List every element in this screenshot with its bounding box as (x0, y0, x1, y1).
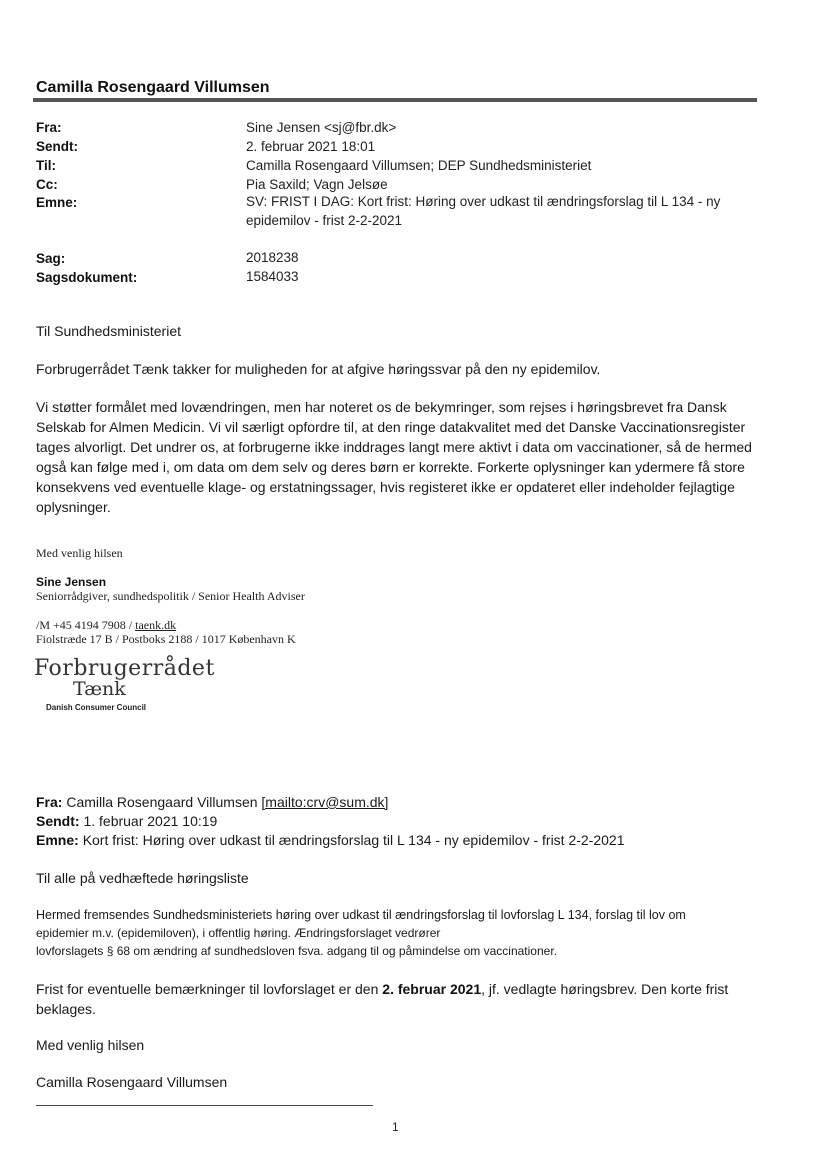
body-greeting: Til Sundhedsministeriet (36, 323, 181, 339)
forwarded-from (36, 794, 388, 810)
signature-phone: /M +45 4194 7908 / (36, 618, 136, 632)
forwarded-p2-text: Frist for eventuelle bemærkninger til lovforslaget er den (36, 981, 383, 997)
forwarded-subject (36, 832, 625, 848)
forwarded-subject-value: Kort frist: Høring over udkast til ændringsforslag til L 134 - ny epidemilov - frist 2-2-2021 (82, 832, 625, 848)
to-label: Til: (36, 158, 56, 173)
subject-label: Emne: (36, 195, 78, 210)
forwarded-closing: Med venlig hilsen (36, 1037, 145, 1053)
forwarded-paragraph-1 (36, 906, 776, 960)
sent-label: Sendt: (36, 139, 78, 154)
body-paragraph-1: Forbrugerrådet Tænk takker for muligheden for at afgive høringssvar på den ny epidemilov. (36, 361, 601, 377)
logo-text-forbrugerraadet: Forbrugerrådet (34, 656, 215, 681)
forwarded-p1-line3: lovforslagets § 68 om ændring af sundhedsloven fsva. adgang til og påmindelse om vaccinationer. (36, 944, 557, 958)
from-label: Fra: (36, 120, 62, 135)
forwarded-subject-label: Emne: (36, 832, 79, 848)
forwarded-sent (36, 813, 217, 829)
sent-value: 2. februar 2021 18:01 (246, 139, 376, 154)
forwarded-paragraph-2 (36, 979, 746, 1019)
logo-text-taenk: Tænk (73, 678, 126, 700)
forwarded-from-value: Camilla Rosengaard Villumsen (66, 794, 262, 810)
signature-website-link[interactable]: taenk.dk (135, 618, 177, 632)
to-value: Camilla Rosengaard Villumsen; DEP Sundhedsministeriet (246, 158, 592, 173)
footer-divider (36, 1105, 373, 1106)
case-document-value: 1584033 (246, 269, 299, 284)
case-label: Sag: (36, 251, 66, 266)
signature-closing: Med venlig hilsen (36, 546, 123, 560)
forwarded-sent-label: Sendt: (36, 813, 80, 829)
cc-value: Pia Saxild; Vagn Jelsøe (246, 177, 388, 192)
signature-role: Seniorrådgiver, sundhedspolitik / Senior Health Adviser (36, 589, 305, 603)
from-value: Sine Jensen <sj@fbr.dk> (246, 120, 397, 135)
signature-address: Fiolstræde 17 B / Postboks 2188 / 1017 København K (36, 632, 296, 646)
cc-label: Cc: (36, 177, 58, 192)
case-document-label: Sagsdokument: (36, 270, 138, 285)
forwarded-greeting: Til alle på vedhæftede høringsliste (36, 870, 249, 886)
body-paragraph-2: Vi støtter formålet med lovændringen, men har noteret os de bekymringer, som rejses i høringsbrevet fra Dansk Selskab for Almen Medicin. Vi vil særligt opfordre til, at den ringe datakvalitet med det Danske Vaccinationsregister tages alvorligt. Det undrer os, at forbrugerne ikke inddrages langt mere aktivt i data om vaccinationer, så de hermed også kan følge med i, om data om dem selv og deres børn er korrekte. Forkerte oplysninger kan ydermere få store konsekvens ved eventuelle klage- og erstatningssager, hvis registeret ikke er opdateret eller indeholder fejlagtige oplysninger. (36, 399, 752, 515)
document-title: Camilla Rosengaard Villumsen (36, 79, 270, 96)
title-divider (33, 98, 757, 102)
signature-name: Sine Jensen (36, 575, 107, 589)
forwarded-p1-line2: epidemier m.v. (epidemiloven), i offentlig høring. Ændringsforslaget vedrører (36, 926, 441, 940)
forwarded-mailto-link[interactable]: [mailto:crv@sum.dk] (261, 794, 389, 810)
forwarded-from-label: Fra: (36, 794, 63, 810)
signature-contact (36, 618, 176, 633)
case-value: 2018238 (246, 250, 299, 265)
forwarded-deadline: 2. februar 2021 (382, 981, 482, 997)
subject-value: SV: FRIST I DAG: Kort frist: Høring over udkast til ændringsforslag til L 134 - ny epidemilov - frist 2-2-2021 (246, 194, 721, 228)
forwarded-p2-text-end: , jf. vedlagte høringsbrev. Den korte frist beklages. (36, 981, 729, 1017)
forwarded-sent-value: 1. februar 2021 10:19 (83, 813, 218, 829)
forwarded-p1-line1: Hermed fremsendes Sundhedsministeriets høring over udkast til ændringsforslag til lovforslag L 134, forslag til lov om (36, 908, 686, 922)
page-number: 1 (392, 1120, 399, 1134)
forwarded-sender-name: Camilla Rosengaard Villumsen (36, 1074, 228, 1090)
logo-subtitle: Danish Consumer Council (46, 703, 147, 712)
